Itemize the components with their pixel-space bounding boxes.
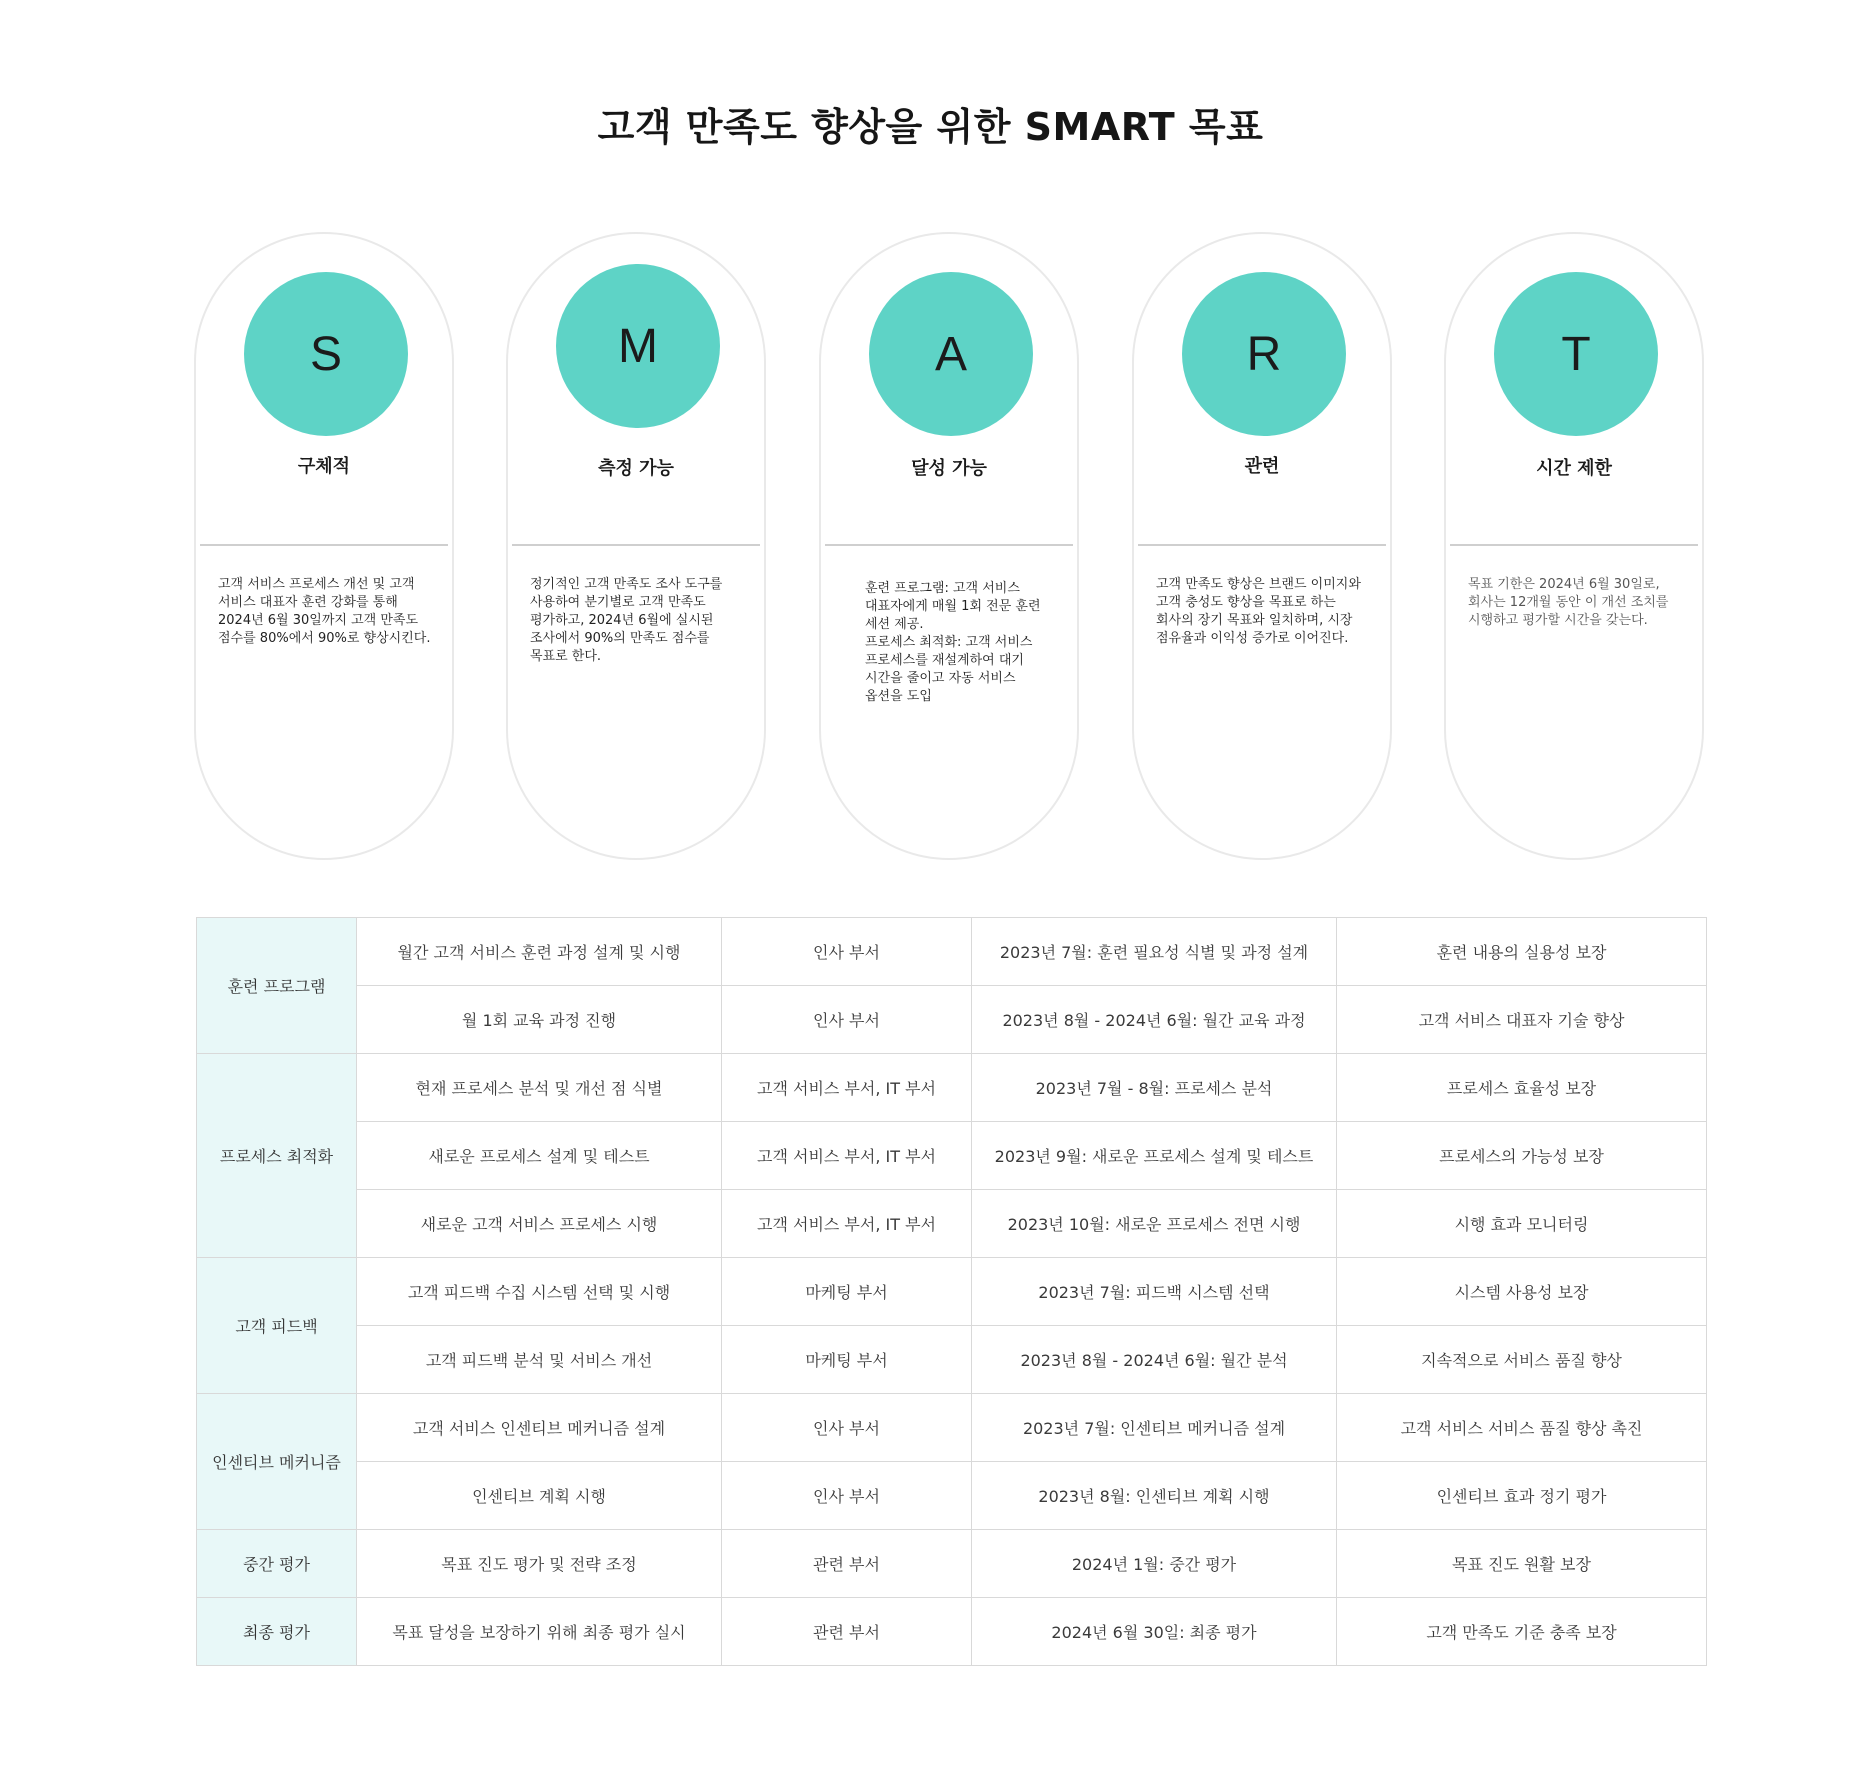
goal-cell: 프로세스의 가능성 보장	[1337, 1122, 1707, 1190]
table-row	[197, 1326, 1707, 1394]
letter-circle-r: R	[1182, 272, 1346, 436]
smart-card-m	[506, 232, 766, 860]
achievable-process-text: 프로세스 최적화: 고객 서비스 프로세스를 재설계하여 대기 시간을 줄이고 자동 서비스 옵션을 도입	[865, 635, 1033, 704]
timeline-cell: 2023년 8월 - 2024년 6월: 월간 분석	[972, 1326, 1337, 1394]
task-cell: 현재 프로세스 분석 및 개선 점 식별	[357, 1054, 722, 1122]
category-incentive-mechanism: 인센티브 메커니즘	[197, 1394, 357, 1530]
category-process-optimization: 프로세스 최적화	[197, 1054, 357, 1258]
card-label-achievable: 달성 가능	[911, 458, 987, 479]
goal-cell: 고객 서비스 대표자 기술 향상	[1337, 986, 1707, 1054]
owner-cell: 마케팅 부서	[722, 1258, 972, 1326]
card-divider	[512, 544, 760, 546]
letter-circle-s: S	[244, 272, 408, 436]
card-label-specific: 구체적	[297, 456, 351, 477]
card-divider	[825, 544, 1073, 546]
task-cell: 목표 달성을 보장하기 위해 최종 평가 실시	[357, 1598, 722, 1666]
task-cell: 새로운 고객 서비스 프로세스 시행	[357, 1190, 722, 1258]
smart-cards	[194, 232, 1704, 860]
table-row	[197, 1530, 1707, 1598]
owner-cell: 인사 부서	[722, 1462, 972, 1530]
table-row	[197, 1258, 1707, 1326]
owner-cell: 관련 부서	[722, 1598, 972, 1666]
task-cell: 월간 고객 서비스 훈련 과정 설계 및 시행	[357, 918, 722, 986]
owner-cell: 고객 서비스 부서, IT 부서	[722, 1190, 972, 1258]
goal-cell: 지속적으로 서비스 품질 향상	[1337, 1326, 1707, 1394]
task-cell: 고객 피드백 분석 및 서비스 개선	[357, 1326, 722, 1394]
page-title: 고객 만족도 향상을 위한 SMART 목표	[597, 105, 1264, 149]
timeline-cell: 2023년 8월: 인센티브 계획 시행	[972, 1462, 1337, 1530]
letter-circle-m: M	[556, 264, 720, 428]
timeline-cell: 2023년 10월: 새로운 프로세스 전면 시행	[972, 1190, 1337, 1258]
timeline-cell: 2023년 8월 - 2024년 6월: 월간 교육 과정	[972, 986, 1337, 1054]
table-row	[197, 1190, 1707, 1258]
achievable-training-text: 훈련 프로그램: 고객 서비스 대표자에게 매월 1회 전문 훈련 세션 제공.	[865, 581, 1041, 632]
goal-cell: 인센티브 효과 정기 평가	[1337, 1462, 1707, 1530]
card-description-specific: 고객 서비스 프로세스 개선 및 고객 서비스 대표자 훈련 강화를 통해 2024년 6월 30일까지 고객 만족도 점수를 80%에서 90%로 향상시킨다.	[218, 577, 431, 646]
task-cell: 목표 진도 평가 및 전략 조정	[357, 1530, 722, 1598]
goal-cell: 고객 만족도 기준 충족 보장	[1337, 1598, 1707, 1666]
goal-cell: 목표 진도 원활 보장	[1337, 1530, 1707, 1598]
owner-cell: 인사 부서	[722, 1394, 972, 1462]
goal-cell: 시스템 사용성 보장	[1337, 1258, 1707, 1326]
card-description-measurable: 정기적인 고객 만족도 조사 도구를 사용하여 분기별로 고객 만족도 평가하고, 2024년 6월에 실시된 조사에서 90%의 만족도 점수를 목표로 한다.	[530, 577, 723, 664]
timeline-cell: 2023년 7월: 훈련 필요성 식별 및 과정 설계	[972, 918, 1337, 986]
smart-card-a	[819, 232, 1079, 860]
task-cell: 인센티브 계획 시행	[357, 1462, 722, 1530]
owner-cell: 마케팅 부서	[722, 1326, 972, 1394]
category-customer-feedback: 고객 피드백	[197, 1258, 357, 1394]
action-plan-table	[196, 917, 1707, 1666]
letter-circle-a: A	[869, 272, 1033, 436]
owner-cell: 고객 서비스 부서, IT 부서	[722, 1054, 972, 1122]
task-cell: 새로운 프로세스 설계 및 테스트	[357, 1122, 722, 1190]
card-divider	[1138, 544, 1386, 546]
timeline-cell: 2023년 7월: 인센티브 메커니즘 설계	[972, 1394, 1337, 1462]
owner-cell: 인사 부서	[722, 986, 972, 1054]
owner-cell: 인사 부서	[722, 918, 972, 986]
owner-cell: 관련 부서	[722, 1530, 972, 1598]
timeline-cell: 2023년 7월 - 8월: 프로세스 분석	[972, 1054, 1337, 1122]
goal-cell: 프로세스 효율성 보장	[1337, 1054, 1707, 1122]
table-row	[197, 1598, 1707, 1666]
timeline-cell: 2023년 7월: 피드백 시스템 선택	[972, 1258, 1337, 1326]
card-description-relevant: 고객 만족도 향상은 브랜드 이미지와 고객 충성도 향상을 목표로 하는 회사의 장기 목표와 일치하며, 시장 점유율과 이익성 증가로 이어진다.	[1156, 577, 1361, 646]
table-row	[197, 986, 1707, 1054]
table-row	[197, 918, 1707, 986]
task-cell: 월 1회 교육 과정 진행	[357, 986, 722, 1054]
table-row	[197, 1462, 1707, 1530]
smart-card-t	[1444, 232, 1704, 860]
goal-cell: 훈련 내용의 실용성 보장	[1337, 918, 1707, 986]
table-row	[197, 1394, 1707, 1462]
category-training-program: 훈련 프로그램	[197, 918, 357, 1054]
task-cell: 고객 서비스 인센티브 메커니즘 설계	[357, 1394, 722, 1462]
timeline-cell: 2024년 1월: 중간 평가	[972, 1530, 1337, 1598]
goal-cell: 시행 효과 모니터링	[1337, 1190, 1707, 1258]
card-divider	[1450, 544, 1698, 546]
table-row	[197, 1054, 1707, 1122]
letter-circle-t: T	[1494, 272, 1658, 436]
category-interim-review: 중간 평가	[197, 1530, 357, 1598]
card-divider	[200, 544, 448, 546]
card-description-time-bound: 목표 기한은 2024년 6월 30일로, 회사는 12개월 동안 이 개선 조치를 시행하고 평가할 시간을 갖는다.	[1468, 577, 1669, 628]
task-cell: 고객 피드백 수집 시스템 선택 및 시행	[357, 1258, 722, 1326]
owner-cell: 고객 서비스 부서, IT 부서	[722, 1122, 972, 1190]
smart-card-s	[194, 232, 454, 860]
table-row	[197, 1122, 1707, 1190]
card-label-relevant: 관련	[1244, 456, 1280, 477]
smart-card-r	[1132, 232, 1392, 860]
card-description-achievable	[865, 580, 1055, 706]
card-label-measurable: 측정 가능	[598, 458, 674, 479]
timeline-cell: 2024년 6월 30일: 최종 평가	[972, 1598, 1337, 1666]
goal-cell: 고객 서비스 서비스 품질 향상 촉진	[1337, 1394, 1707, 1462]
category-final-review: 최종 평가	[197, 1598, 357, 1666]
card-label-time-bound: 시간 제한	[1536, 458, 1612, 479]
timeline-cell: 2023년 9월: 새로운 프로세스 설계 및 테스트	[972, 1122, 1337, 1190]
